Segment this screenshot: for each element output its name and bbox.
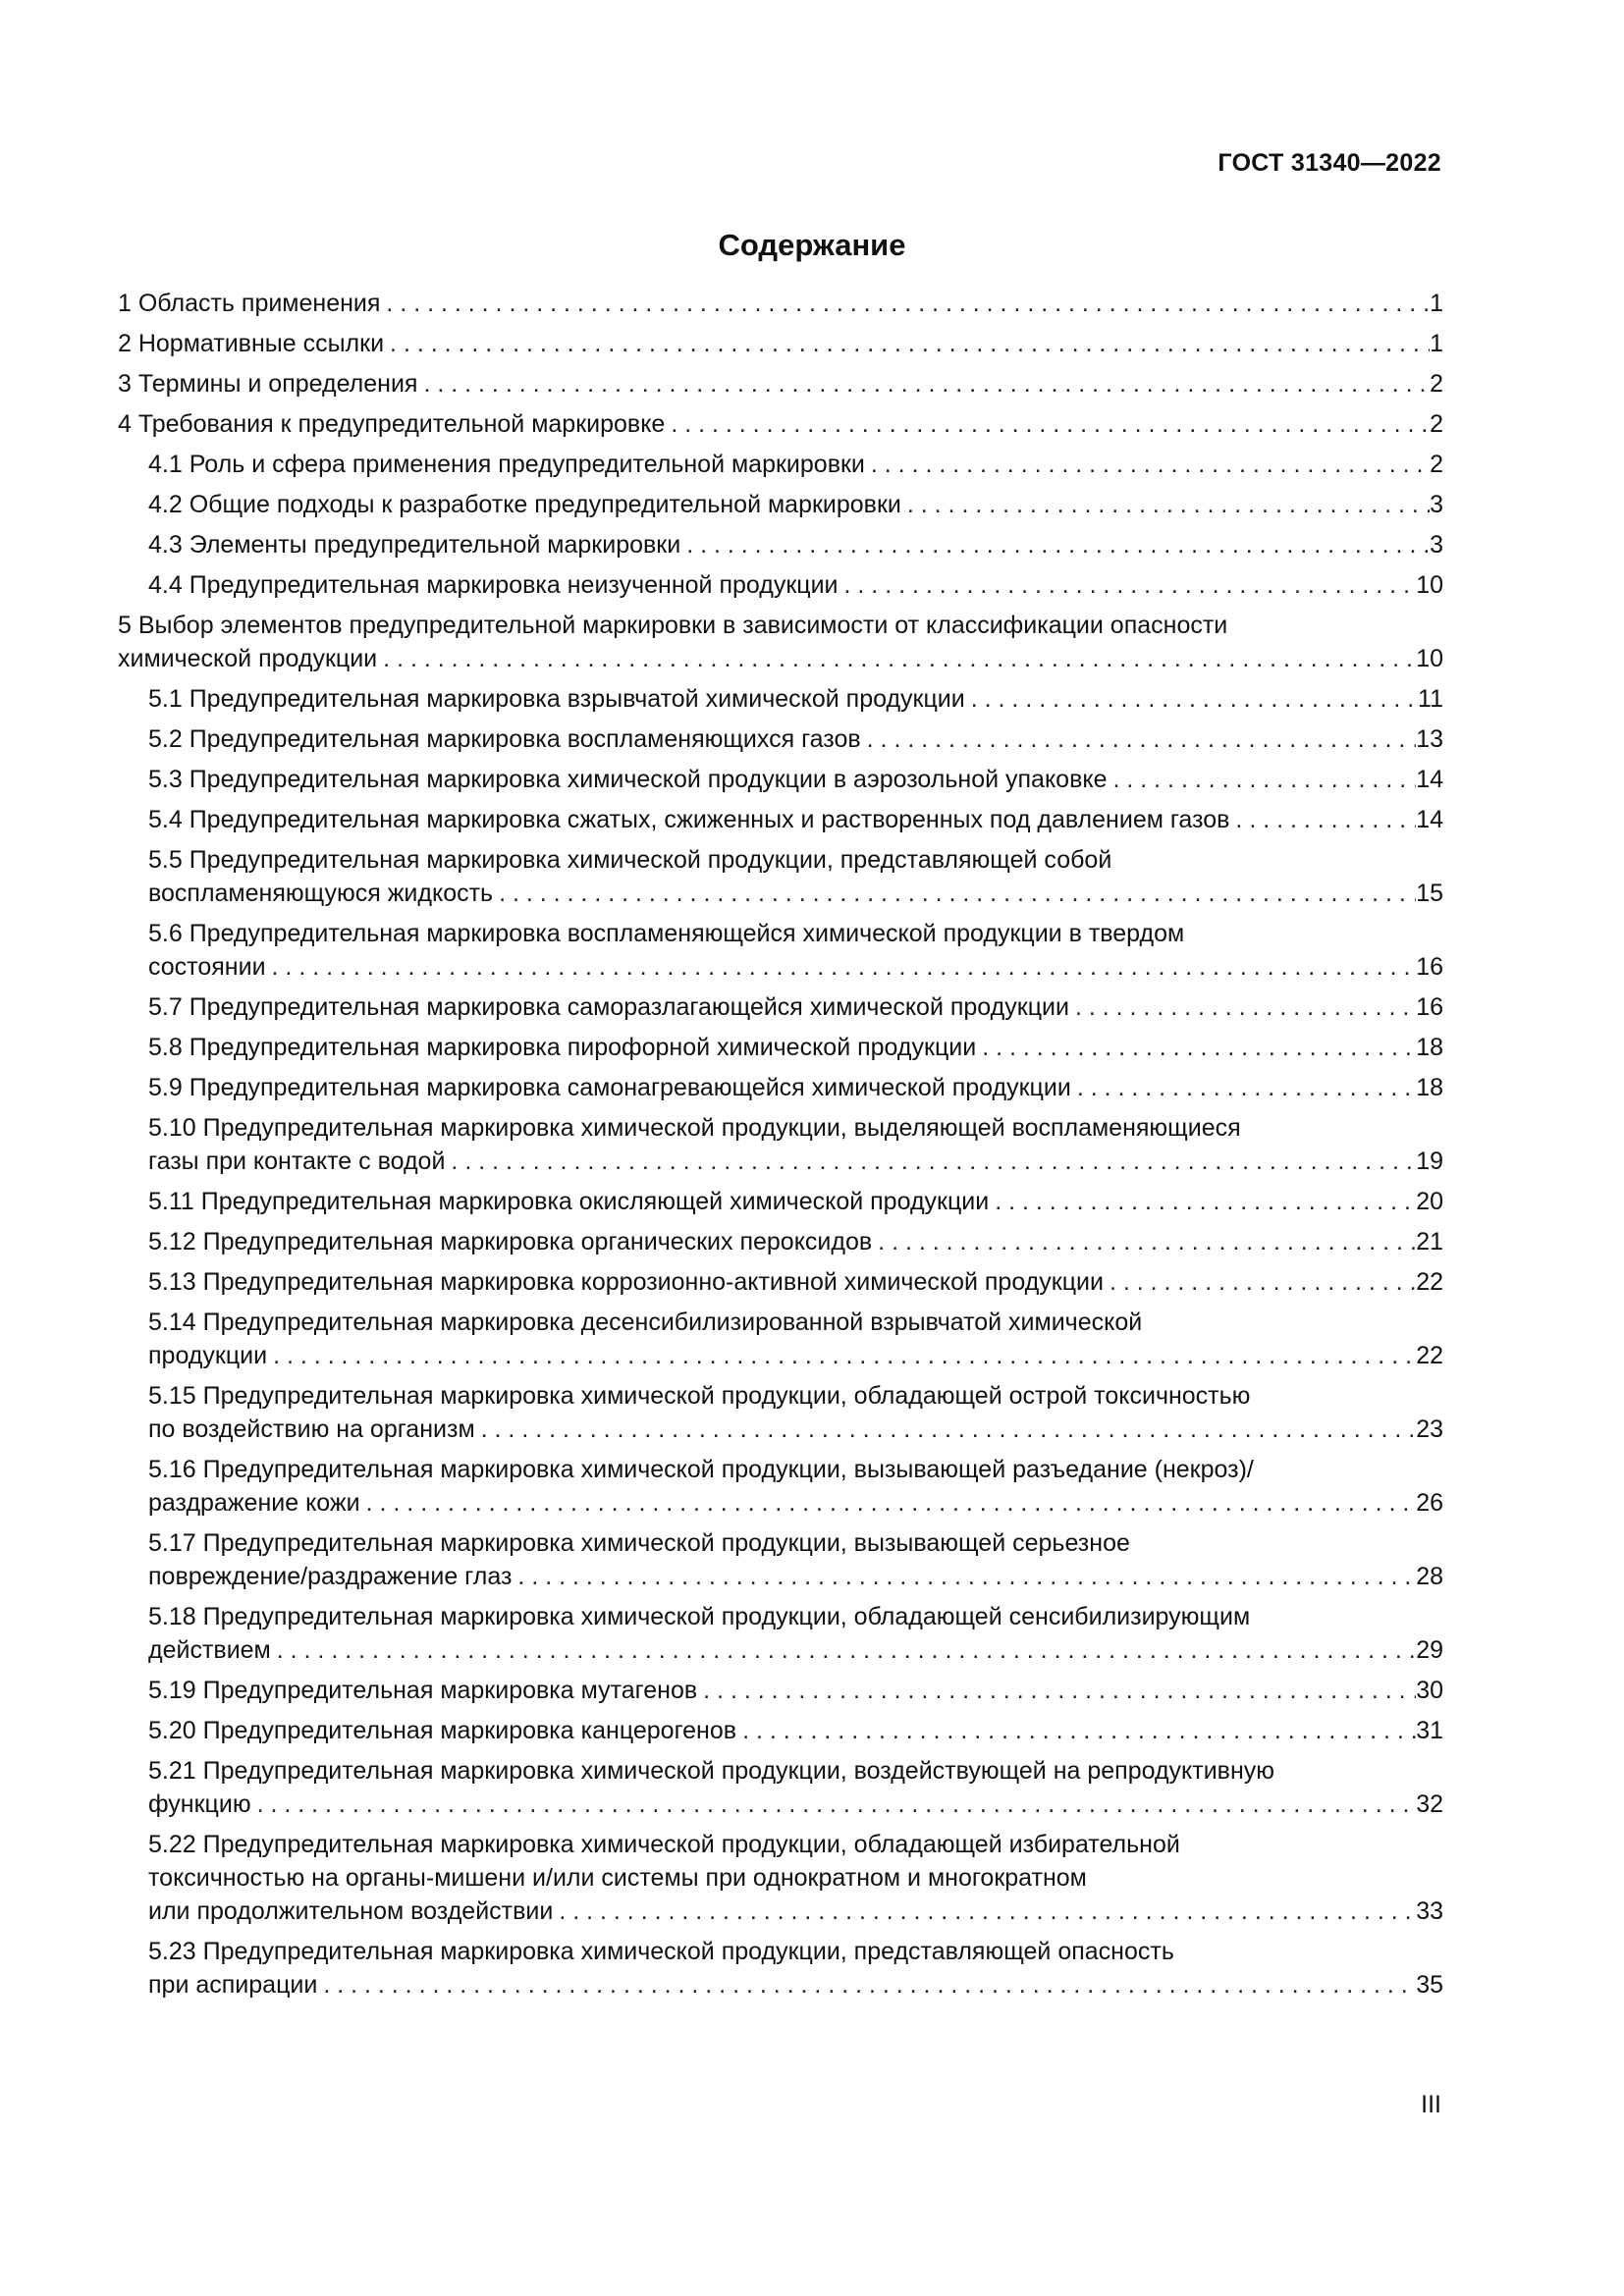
toc-entry[interactable] <box>148 1935 1443 2002</box>
dot-leader <box>271 1633 1416 1667</box>
dot-leader <box>251 1788 1417 1821</box>
toc-entry-text-line: 5.4 Предупредительная маркировка сжатых, сжиженных и растворенных под давлением газов <box>148 806 1230 833</box>
toc-entry-text-line: 4 Требования к предупредительной маркировке <box>118 410 666 438</box>
toc-entry-page-number: 16 <box>1416 953 1443 981</box>
dot-leader <box>861 722 1417 756</box>
toc-entry-page-number: 14 <box>1416 766 1443 793</box>
toc-entry-text-line: 5.21 Предупредительная маркировка химической продукции, воздействующей на репродуктивную <box>148 1757 1275 1785</box>
toc-entry-text-line: 3 Термины и определения <box>118 370 418 398</box>
toc-entry-text-line: 5.19 Предупредительная маркировка мутагенов <box>148 1677 698 1704</box>
toc-entry[interactable] <box>148 1714 1443 1747</box>
toc-entry-text-line: 5.2 Предупредительная маркировка воспламеняющихся газов <box>148 725 861 753</box>
toc-entry[interactable] <box>148 1754 1443 1821</box>
dot-leader <box>417 367 1430 400</box>
toc-entry[interactable] <box>118 407 1443 441</box>
toc-entry-text-line: 2 Нормативные ссылки <box>118 330 385 357</box>
toc-entry-text-line: воспламеняющуюся жидкость <box>148 880 494 907</box>
toc-entry[interactable] <box>148 1379 1443 1446</box>
toc-entry-page-number: 10 <box>1416 645 1443 672</box>
toc-entry-text-line: 5.10 Предупредительная маркировка химической продукции, выделяющей воспламеняющиеся <box>148 1114 1241 1142</box>
dot-leader <box>901 488 1430 521</box>
toc-entry[interactable] <box>148 528 1443 561</box>
dot-leader <box>697 1674 1416 1707</box>
toc-entry-page-number: 2 <box>1430 410 1443 438</box>
toc-entry-text-line: функцию <box>148 1790 251 1818</box>
dot-leader <box>865 448 1430 481</box>
toc-entry-text-line: 5.3 Предупредительная маркировка химической продукции в аэрозольной упаковке <box>148 766 1108 793</box>
toc-entry-text-line: 4.3 Элементы предупредительной маркировки <box>148 531 681 559</box>
toc-entry-text-line: 5.13 Предупредительная маркировка коррозионно-активной химической продукции <box>148 1268 1104 1296</box>
toc-entry-text-line: действием <box>148 1636 271 1664</box>
dot-leader <box>1104 1265 1416 1299</box>
dot-leader <box>377 642 1416 675</box>
toc-entry-page-number: 3 <box>1430 531 1443 559</box>
toc-entry-text-line: продукции <box>148 1342 268 1369</box>
dot-leader <box>512 1560 1416 1593</box>
toc-entry-text-line: 4.4 Предупредительная маркировка неизученной продукции <box>148 571 839 599</box>
toc-entry-page-number: 20 <box>1416 1188 1443 1215</box>
toc-entry[interactable] <box>148 1111 1443 1178</box>
dot-leader <box>976 1031 1416 1064</box>
toc-entry-page-number: 21 <box>1416 1228 1443 1255</box>
toc-entry[interactable] <box>148 682 1443 716</box>
toc-entry-text-line: 5.17 Предупредительная маркировка химической продукции, вызывающей серьезное <box>148 1529 1130 1557</box>
toc-entry-text-line: 5.7 Предупредительная маркировка саморазлагающейся химической продукции <box>148 993 1069 1021</box>
dot-leader <box>445 1145 1416 1178</box>
toc-entry-page-number: 31 <box>1416 1717 1443 1744</box>
dot-leader <box>553 1895 1416 1928</box>
toc-entry-page-number: 26 <box>1416 1489 1443 1517</box>
toc-entry[interactable] <box>148 990 1443 1024</box>
dot-leader <box>493 877 1416 910</box>
dot-leader <box>839 568 1417 602</box>
toc-title: Содержание <box>718 228 906 262</box>
toc-entry-text-line: 5.23 Предупредительная маркировка химической продукции, представляющей опасность <box>148 1938 1174 1965</box>
toc-entry-text-line: 1 Область применения <box>118 290 381 317</box>
toc-entry-text-line: газы при контакте с водой <box>148 1148 446 1175</box>
toc-entry[interactable] <box>118 327 1443 360</box>
toc-entry-page-number: 22 <box>1416 1342 1443 1369</box>
toc-entry-text-line: 5.9 Предупредительная маркировка самонагревающейся химической продукции <box>148 1074 1071 1101</box>
toc-entry[interactable] <box>148 803 1443 836</box>
toc-entry-text-line: повреждение/раздражение глаз <box>148 1563 513 1590</box>
toc-entry[interactable] <box>148 1225 1443 1258</box>
toc-entry[interactable] <box>148 1453 1443 1520</box>
dot-leader <box>1229 803 1416 836</box>
toc-entry-page-number: 1 <box>1430 330 1443 357</box>
toc-entry-text-line: 5.22 Предупредительная маркировка химической продукции, обладающей избирательной <box>148 1831 1180 1858</box>
dot-leader <box>680 528 1430 561</box>
toc-entry-page-number: 18 <box>1416 1074 1443 1101</box>
toc-entry[interactable] <box>148 1031 1443 1064</box>
document-code: ГОСТ 31340—2022 <box>1218 149 1441 177</box>
dot-leader <box>360 1486 1417 1520</box>
toc-entry-text-line: 5.16 Предупредительная маркировка химической продукции, вызывающей разъедание (некроз)/ <box>148 1456 1254 1483</box>
toc-entry-page-number: 11 <box>1418 685 1443 713</box>
toc-entry-text-line: 5.11 Предупредительная маркировка окисляющей химической продукции <box>148 1188 990 1215</box>
toc-entry-page-number: 16 <box>1416 993 1443 1021</box>
toc-entry-text-line: состоянии <box>148 953 266 981</box>
toc-entry-page-number: 15 <box>1416 880 1443 907</box>
toc-entry[interactable] <box>148 1674 1443 1707</box>
toc-entry-text-line: 4.1 Роль и сфера применения предупредительной маркировки <box>148 451 865 478</box>
toc-entry-text-line: 4.2 Общие подходы к разработке предупредительной маркировки <box>148 491 901 518</box>
toc-entry-text-line: 5.18 Предупредительная маркировка химической продукции, обладающей сенсибилизирующим <box>148 1603 1251 1630</box>
toc-entry[interactable] <box>148 722 1443 756</box>
toc-entry-page-number: 10 <box>1416 571 1443 599</box>
toc-entry[interactable] <box>148 1600 1443 1667</box>
toc-entry-text-line: 5.12 Предупредительная маркировка органических пероксидов <box>148 1228 873 1255</box>
toc-entry-text-line: 5.6 Предупредительная маркировка воспламеняющейся химической продукции в твердом <box>148 920 1185 947</box>
dot-leader <box>380 287 1430 320</box>
toc-entry[interactable] <box>118 287 1443 320</box>
toc-entry-text-line: 5.8 Предупредительная маркировка пирофорной химической продукции <box>148 1034 977 1061</box>
toc-entry[interactable] <box>148 1185 1443 1218</box>
toc-entry-page-number: 29 <box>1416 1636 1443 1664</box>
toc-entry[interactable] <box>148 843 1443 910</box>
toc-entry[interactable] <box>148 488 1443 521</box>
dot-leader <box>736 1714 1416 1747</box>
toc-entry-page-number: 2 <box>1430 451 1443 478</box>
toc-entry-text-line: 5.15 Предупредительная маркировка химической продукции, обладающей острой токсичностью <box>148 1382 1251 1410</box>
dot-leader <box>1107 763 1416 796</box>
toc-entry[interactable] <box>148 448 1443 481</box>
toc-entry-text-line: 5.20 Предупредительная маркировка канцерогенов <box>148 1717 737 1744</box>
dot-leader <box>1069 990 1416 1024</box>
dot-leader <box>965 682 1418 716</box>
toc-entry[interactable] <box>118 609 1443 675</box>
toc-entry-text-line: при аспирации <box>148 1971 318 1999</box>
toc-entry-page-number: 32 <box>1416 1790 1443 1818</box>
toc-entry-page-number: 18 <box>1416 1034 1443 1061</box>
toc-entry-page-number: 13 <box>1416 725 1443 753</box>
dot-leader <box>1071 1071 1416 1104</box>
toc-entry[interactable] <box>148 1306 1443 1372</box>
toc-entry[interactable] <box>148 568 1443 602</box>
toc-entry[interactable] <box>118 367 1443 400</box>
toc-entry-page-number: 33 <box>1416 1897 1443 1925</box>
toc-entry-page-number: 23 <box>1416 1415 1443 1443</box>
toc-entry-text-line: 5.14 Предупредительная маркировка десенсибилизированной взрывчатой химической <box>148 1308 1143 1336</box>
toc-entry[interactable] <box>148 763 1443 796</box>
toc-entry-page-number: 1 <box>1430 290 1443 317</box>
dot-leader <box>266 950 1417 984</box>
toc-entry-page-number: 28 <box>1416 1563 1443 1590</box>
toc-entry-text-line: или продолжительном воздействии <box>148 1897 554 1925</box>
toc-entry-text-line: химической продукции <box>118 645 378 672</box>
toc-entry-page-number: 30 <box>1416 1677 1443 1704</box>
toc-entry-text-line: 5 Выбор элементов предупредительной маркировки в зависимости от классификации опасности <box>118 612 1228 639</box>
toc-entry[interactable] <box>148 1828 1443 1928</box>
toc-entry-page-number: 22 <box>1416 1268 1443 1296</box>
dot-leader <box>475 1413 1417 1446</box>
toc-entry-text-line: токсичностью на органы-мишени и/или системы при однократном и многократном <box>148 1864 1087 1892</box>
page-number: III <box>1421 2091 1441 2118</box>
toc-entry[interactable] <box>148 1526 1443 1593</box>
dot-leader <box>267 1339 1416 1372</box>
dot-leader <box>317 1968 1416 2002</box>
toc-entry-page-number: 35 <box>1416 1971 1443 1999</box>
toc-entry-page-number: 19 <box>1416 1148 1443 1175</box>
dot-leader <box>665 407 1430 441</box>
dot-leader <box>872 1225 1416 1258</box>
toc-entry[interactable] <box>148 1265 1443 1299</box>
toc-entry-page-number: 2 <box>1430 370 1443 398</box>
toc-entry-text-line: по воздействию на организм <box>148 1415 475 1443</box>
toc-entry-text-line: 5.1 Предупредительная маркировка взрывчатой химической продукции <box>148 685 965 713</box>
dot-leader <box>384 327 1430 360</box>
toc-entry-text-line: раздражение кожи <box>148 1489 360 1517</box>
toc-entry-text-line: 5.5 Предупредительная маркировка химической продукции, представляющей собой <box>148 846 1112 874</box>
toc-entry-page-number: 14 <box>1416 806 1443 833</box>
table-of-contents <box>118 287 1443 2008</box>
toc-entry[interactable] <box>148 917 1443 984</box>
toc-entry[interactable] <box>148 1071 1443 1104</box>
toc-entry-page-number: 3 <box>1430 491 1443 518</box>
dot-leader <box>989 1185 1416 1218</box>
